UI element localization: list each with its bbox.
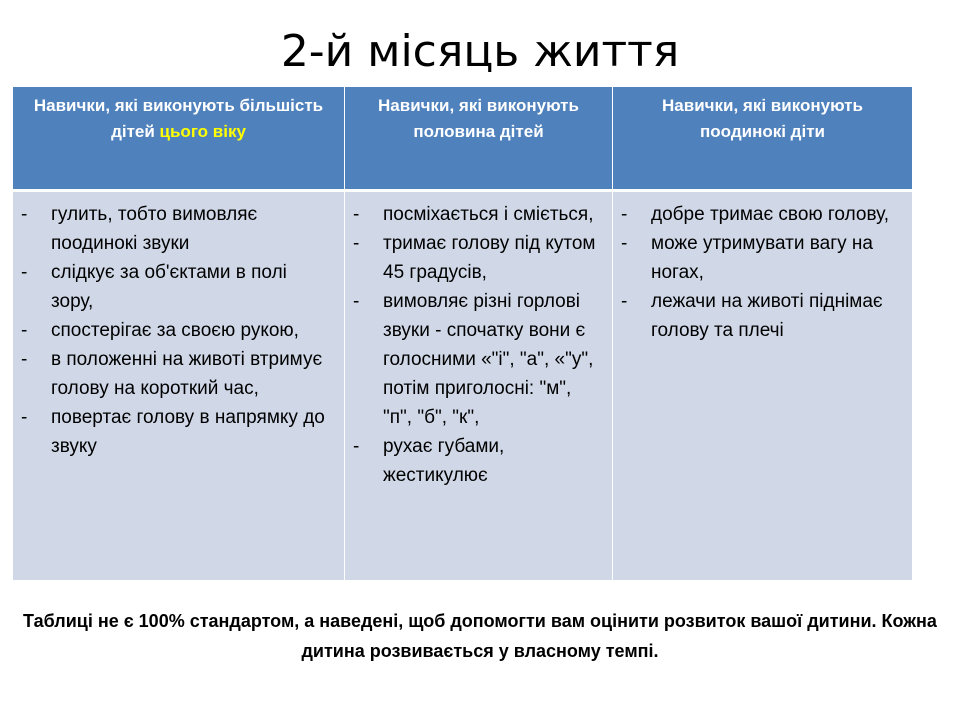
list-item xyxy=(619,287,902,345)
list-item xyxy=(19,200,334,258)
bullet-dash: - xyxy=(353,291,360,312)
page-title: 2-й місяць життя xyxy=(280,26,680,77)
header-text: Навички, які виконують половина дітей xyxy=(378,96,579,141)
list-item xyxy=(19,316,334,345)
list-item xyxy=(619,200,902,229)
skills-list xyxy=(619,200,902,345)
column-half-children xyxy=(345,191,613,581)
bullet-dash: - xyxy=(621,204,628,225)
header-most-children xyxy=(13,87,345,191)
header-highlight: цього віку xyxy=(159,122,246,141)
list-item xyxy=(619,229,902,287)
header-text: Навички, які виконують більшість дітей xyxy=(33,96,324,141)
list-item-text: в положенні на животі втримує голову на короткий час, xyxy=(51,349,323,399)
list-item-text: добре тримає свою голову, xyxy=(651,204,889,225)
bullet-dash: - xyxy=(621,233,628,254)
header-text: Навички, які виконують поодинокі діти xyxy=(662,96,863,141)
list-item xyxy=(351,287,602,432)
column-most-children xyxy=(13,191,345,581)
column-few-children xyxy=(613,191,913,581)
list-item xyxy=(351,432,602,490)
skills-table xyxy=(12,87,913,580)
disclaimer-note: Таблиці не є 100% стандартом, а наведені, щоб допомогти вам оцінити розвиток вашої дитини. Кожна дитина розвивається у власному темпі. xyxy=(23,611,937,661)
list-item xyxy=(19,258,334,316)
header-half-children xyxy=(345,87,613,191)
bullet-dash: - xyxy=(353,233,360,254)
list-item-text: лежачи на животі піднімає голову та плечі xyxy=(651,291,883,341)
list-item-text: повертає голову в напрямку до звуку xyxy=(51,407,325,457)
bullet-dash: - xyxy=(621,291,628,312)
list-item-text: може утримувати вагу на ногах, xyxy=(651,233,873,283)
bullet-dash: - xyxy=(353,204,360,225)
bullet-dash: - xyxy=(21,262,28,283)
bullet-dash: - xyxy=(21,349,28,370)
bullet-dash: - xyxy=(353,436,360,457)
header-few-children xyxy=(613,87,913,191)
table-header-row xyxy=(13,87,913,191)
list-item-text: рухає губами, жестикулює xyxy=(383,436,505,486)
skills-list xyxy=(19,200,334,461)
list-item-text: гулить, тобто вимовляє поодинокі звуки xyxy=(51,204,258,254)
list-item-text: спостерігає за своєю рукою, xyxy=(51,320,299,341)
list-item xyxy=(19,345,334,403)
bullet-dash: - xyxy=(21,407,28,428)
table-row xyxy=(13,191,913,581)
list-item xyxy=(351,200,602,229)
bullet-dash: - xyxy=(21,320,28,341)
bullet-dash: - xyxy=(21,204,28,225)
list-item-text: посміхається і сміється, xyxy=(383,204,594,225)
list-item-text: тримає голову під кутом 45 градусів, xyxy=(383,233,596,283)
list-item xyxy=(19,403,334,461)
list-item xyxy=(351,229,602,287)
skills-list xyxy=(351,200,602,490)
list-item-text: слідкує за об'єктами в полі зору, xyxy=(51,262,287,312)
list-item-text: вимовляє різні горлові звуки - спочатку вони є голосними «"і", "а", «"у", потім приголосні: "м", "п", "б", "к", xyxy=(383,291,594,428)
